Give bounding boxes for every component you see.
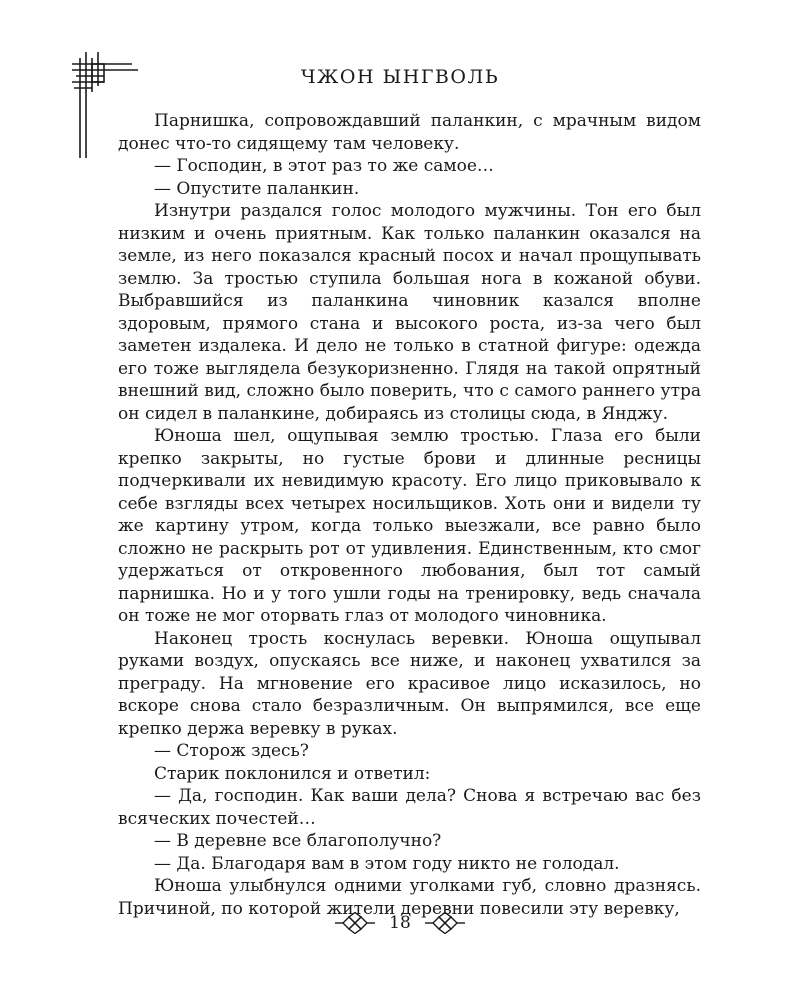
dialog-line: — Господин, в этот раз то же самое… bbox=[154, 156, 494, 176]
dialog-line: — Да, господин. Как ваши дела? Снова я встречаю вас без всяческих почестей… bbox=[118, 786, 701, 829]
dialog-line: — В деревне все благополучно? bbox=[154, 831, 442, 851]
paragraph: Старик поклонился и ответил: bbox=[154, 763, 431, 784]
body-text bbox=[118, 110, 701, 920]
page-number: 18 bbox=[389, 913, 411, 933]
dialog-line: — Опустите паланкин. bbox=[154, 178, 360, 199]
paragraph: Наконец трость коснулась веревки. Юноша ощупывал руками воздух, опускаясь все ниже, и наконец ухватился за преграду. На мгновение его красивое лицо исказилось, но вскоре снова стало безразличным. Он выпрямился, все еще крепко держа веревку в руках. bbox=[118, 628, 701, 739]
dialog-line: — Да. Благодаря вам в этом году никто не голодал. bbox=[154, 853, 620, 874]
paragraph: Парнишка, сопровождавший паланкин, с мрачным видом донес что-то сидящему там человеку. bbox=[118, 111, 701, 154]
paragraph: Изнутри раздался голос молодого мужчины. Тон его был низким и очень приятным. Как только паланкин оказался на земле, из него показался красный посох и начал прощупывать землю. За тростью ступила большая нога в кожаной обуви. Выбравшийся из паланкина чиновник казался вполне здоровым, прямого стана и высокого роста, из-за чего был заметен издалека. И дело не только в статной фигуре: одежда его тоже выглядела безукоризненно. Глядя на такой опрятный внешний вид, сложно было поверить, что с самого раннего утра он сидел в паланкине, добираясь из столицы сюда, в Янджу. bbox=[118, 201, 701, 424]
knot-ornament-icon bbox=[425, 912, 465, 934]
paragraph: Юноша шел, ощупывая землю тростью. Глаза его были крепко закрыты, но густые брови и длинные ресницы подчеркивали их невидимую красоту. Его лицо приковывало к себе взгляды всех четырех носильщиков. Хоть они и видели ту же картину утром, когда только выезжали, все равно было сложно не раскрыть рот от удивления. Единственным, кто смог удержаться от откровенного любования, был тот самый парнишка. Но и у того ушли годы на тренировку, ведь сначала он тоже не мог оторвать глаз от молодого чиновника. bbox=[118, 426, 701, 626]
page-footer bbox=[0, 908, 800, 938]
running-head: ЧЖОН ЫНГВОЛЬ bbox=[300, 66, 500, 88]
paragraph: Юноша улыбнулся одними уголками губ, словно дразнясь. Причиной, по которой жители деревни повесили эту веревку, bbox=[118, 876, 701, 919]
dialog-line: — Сторож здесь? bbox=[154, 741, 309, 761]
knot-ornament-icon bbox=[335, 912, 375, 934]
